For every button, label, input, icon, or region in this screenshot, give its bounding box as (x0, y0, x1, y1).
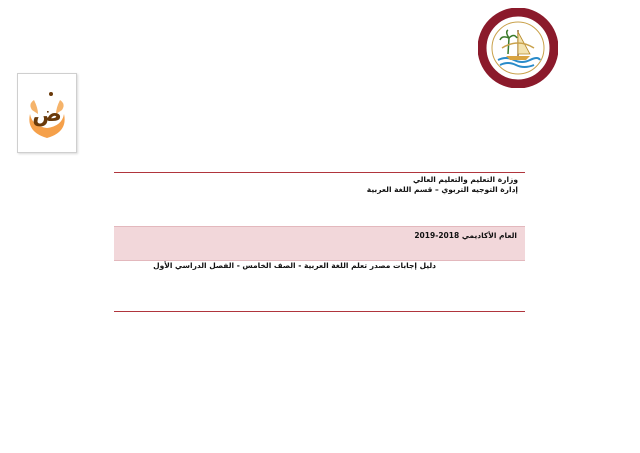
academic-year-band (114, 226, 525, 261)
arabic-letter-dad-logo-icon (17, 73, 77, 153)
department-name: إدارة التوجيه التربوي – قسم اللغة العربية (366, 185, 518, 194)
academic-year-label: العام الأكاديمي 2018-2019 (414, 231, 517, 240)
top-divider (114, 172, 525, 173)
bottom-divider (114, 311, 525, 312)
ministry-name: وزارة التعليم والتعليم العالي (412, 175, 518, 184)
guide-title: دليل إجابات مصدر تعلم اللغة العربية - الصف الخامس - الفصل الدراسي الأول (153, 261, 436, 270)
qatar-ministry-emblem-icon (478, 8, 558, 88)
arabic-letter-glyph: ض (32, 102, 62, 127)
ministry-header (114, 175, 518, 195)
